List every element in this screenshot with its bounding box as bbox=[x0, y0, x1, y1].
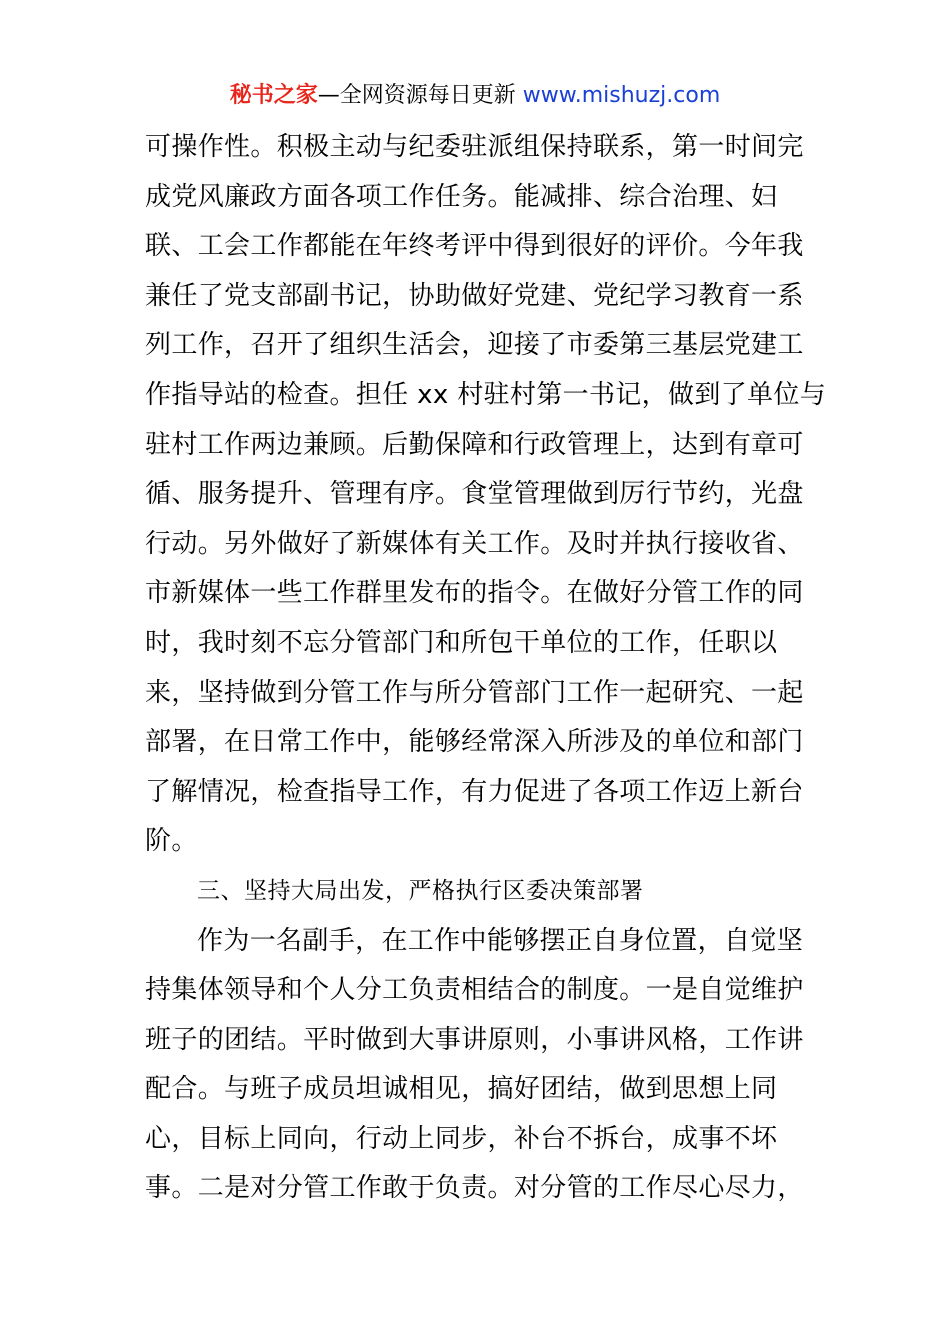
paragraph-line: 事。二是对分管工作敢于负责。对分管的工作尽心尽力， bbox=[145, 1173, 804, 1204]
paragraph-line: 作为一名副手，在工作中能够摆正自身位置，自觉坚 bbox=[197, 925, 804, 956]
paragraph-line: 部署，在日常工作中，能够经常深入所涉及的单位和部门 bbox=[145, 727, 804, 758]
site-header bbox=[0, 80, 950, 112]
paragraph-line: 循、服务提升、管理有序。食堂管理做到厉行节约，光盘 bbox=[145, 479, 804, 510]
paragraph-line: 驻村工作两边兼顾。后勤保障和行政管理上，达到有章可 bbox=[145, 429, 804, 460]
paragraph-line: 心，目标上同向，行动上同步，补台不拆台，成事不坏 bbox=[145, 1123, 778, 1154]
site-url: www.mishuzj.com bbox=[522, 83, 721, 108]
paragraph-line: 时，我时刻不忘分管部门和所包干单位的工作，任职以 bbox=[145, 627, 778, 658]
paragraph-line: 可操作性。积极主动与纪委驻派组保持联系，第一时间完 bbox=[145, 132, 804, 162]
paragraph-line: 市新媒体一些工作群里发布的指令。在做好分管工作的同 bbox=[145, 578, 804, 609]
paragraph-line: 阶。 bbox=[145, 826, 198, 857]
paragraph-line: 成党风廉政方面各项工作任务。能减排、综合治理、妇 bbox=[145, 181, 778, 212]
paragraph-line: 作指导站的检查。担任 xx 村驻村第一书记，做到了单位与 bbox=[145, 379, 827, 410]
paragraph-line: 持集体领导和个人分工负责相结合的制度。一是自觉维护 bbox=[145, 975, 804, 1006]
paragraph-line: 兼任了党支部副书记，协助做好党建、党纪学习教育一系 bbox=[145, 280, 804, 311]
paragraph-line: 配合。与班子成员坦诚相见，搞好团结，做到思想上同 bbox=[145, 1074, 778, 1105]
paragraph-line: 联、工会工作都能在年终考评中得到很好的评价。今年我 bbox=[145, 231, 804, 262]
document-body bbox=[145, 123, 827, 1214]
paragraph-line: 了解情况，检查指导工作，有力促进了各项工作迈上新台 bbox=[145, 776, 804, 807]
section-heading: 三、坚持大局出发，严格执行区委决策部署 bbox=[197, 877, 644, 904]
paragraph-line: 班子的团结。平时做到大事讲原则，小事讲风格，工作讲 bbox=[145, 1024, 804, 1055]
paragraph-line: 行动。另外做好了新媒体有关工作。及时并执行接收省、 bbox=[145, 528, 804, 559]
site-tagline: —全网资源每日更新 bbox=[317, 83, 523, 108]
paragraph-line: 来，坚持做到分管工作与所分管部门工作一起研究、一起 bbox=[145, 677, 804, 708]
paragraph-line: 列工作，召开了组织生活会，迎接了市委第三基层党建工 bbox=[145, 330, 804, 361]
site-brand: 秘书之家 bbox=[229, 83, 318, 108]
